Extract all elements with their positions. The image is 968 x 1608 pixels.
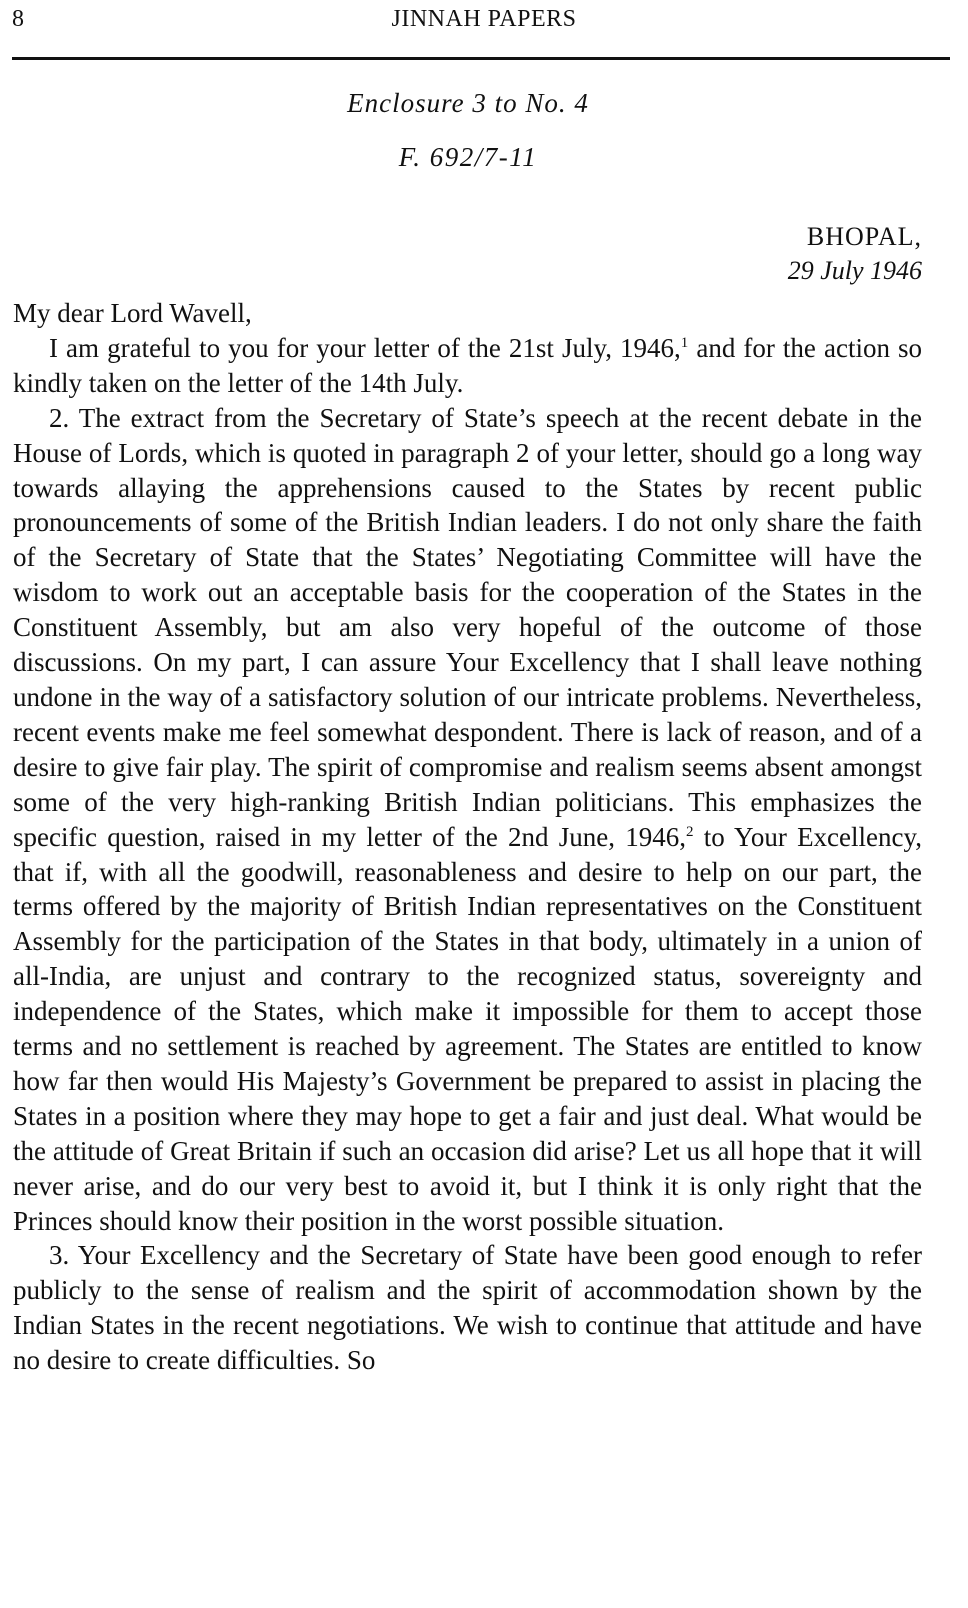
letter-body [13,296,922,1378]
footnote-ref-2: 2 [686,823,694,840]
paragraph-1-text-b: and for the action so kindly taken on the letter of the 14th July. [13,332,923,398]
running-head: JINNAH PAPERS [391,6,577,32]
paragraph-1 [13,331,922,401]
salutation: My dear Lord Wavell, [13,298,252,328]
paragraph-2-text-b: to Your Excellency, that if, with all the goodwill, reasonableness and desire to help on our part, the terms offered by the majority of British Indian representatives on the Constituent Assembly for the participation of the States in that body, ultimately in a union of all-India, are unjust and contrary to the recognized status, sovereignty and independence of the States, which make it impossible for them to accept those terms and no settlement is reached by agreement. The States are entitled to know how far then would His Majesty’s Government be prepared to assist in placing the States in a position where they may hope to get a fair and just deal. What would be the attitude of Great Britain if such an occasion did arise? Let us all hope that it will never arise, and do our very best to avoid it, but I think it is only right that the Princes should know their position in the worst possible situation. [13,821,922,1236]
paragraph-3: 3. Your Excellency and the Secretary of State have been good enough to refer publicly to the sense of realism and the spirit of accommodation shown by the Indian States in the recent negotiations. We wish to continue that attitude and have no desire to create difficulties. So [13,1240,922,1376]
file-reference: F. 692/7-11 [398,142,538,172]
paragraph-1-text-a: I am grateful to you for your letter of the 21st July, 1946, [49,332,681,363]
header-rule [12,57,950,60]
paragraph-2 [13,401,922,1239]
letter-place: BHOPAL, [806,222,922,251]
enclosure-title: Enclosure 3 to No. 4 [347,88,589,118]
paragraph-2-text-a: 2. The extract from the Secretary of State’s speech at the recent debate in the House of Lords, which is quoted in paragraph 2 of your letter, should go a long way towards allaying the apprehensions caused to the States by recent public pronouncements of some of the British Indian leaders. I do not only share the faith of the Secretary of State that the States’ Negotiating Committee will have the wisdom to work out an acceptable basis for the cooperation of the States in the Constituent Assembly, but am also very hopeful of the outcome of those discussions. On my part, I can assure Your Excellency that I shall leave nothing undone in the way of a satisfactory solution of our intricate problems. Nevertheless, recent events make me feel somewhat despondent. There is lack of reason, and of a desire to give fair play. The spirit of compromise and realism seems absent amongst some of the very high-ranking British Indian politicians. This emphasizes the specific question, raised in my letter of the 2nd June, 1946, [13,402,922,852]
footnote-ref-1: 1 [680,334,689,351]
letter-date: 29 July 1946 [787,256,922,285]
page-number: 8 [12,6,24,32]
